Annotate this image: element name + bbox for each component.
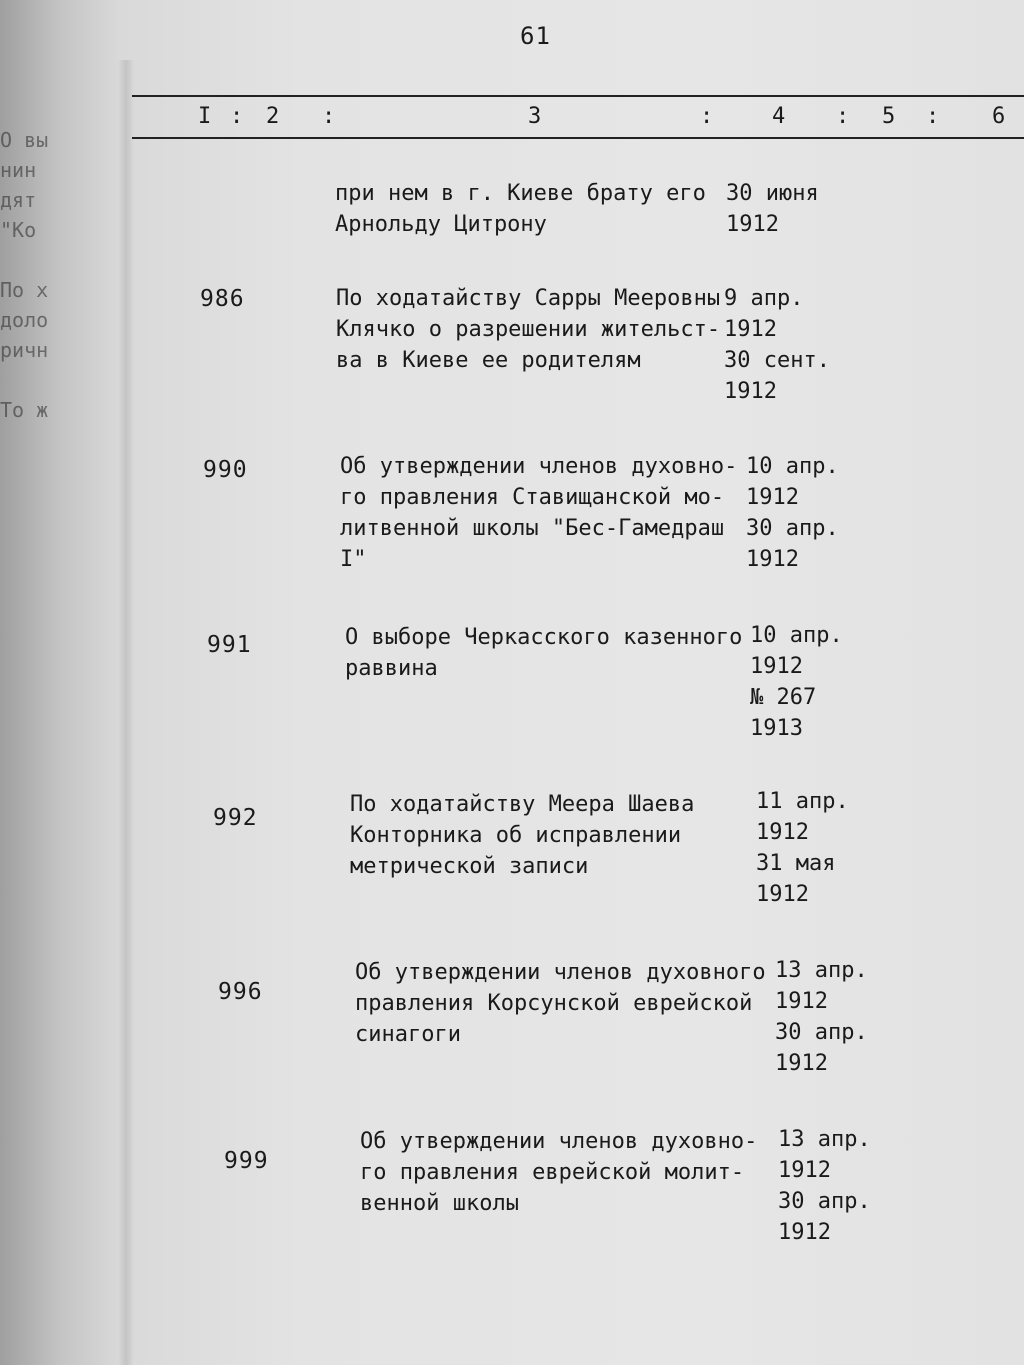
entry-number: 992	[213, 805, 258, 831]
entry-number: 999	[224, 1148, 269, 1174]
entry-dates: 10 апр. 1912 № 267 1913	[750, 623, 843, 741]
entry-dates: 13 апр. 1912 30 апр. 1912	[778, 1127, 871, 1245]
column-separator-5: :	[926, 104, 940, 129]
entry-number: 991	[207, 632, 252, 658]
entry-dates: 13 апр. 1912 30 апр. 1912	[775, 958, 868, 1076]
header-rule-top	[132, 95, 1024, 97]
binding-fold	[118, 60, 134, 1365]
column-header-1: I	[198, 104, 212, 129]
column-separator-2: :	[322, 104, 336, 129]
entry-description: По ходатайству Сарры Мееровны Клячко о разрешении жительст- ва в Киеве ее родителям	[336, 286, 721, 373]
entry-description: Об утверждении членов духовно- го правления еврейской молит- венной школы	[360, 1129, 758, 1216]
column-header-4: 4	[772, 104, 786, 129]
page-number: 61	[520, 22, 551, 50]
entry-number: 990	[203, 457, 248, 483]
entry-description: О выборе Черкасского казенного раввина	[345, 625, 743, 681]
entry-description: По ходатайству Меера Шаева Конторника об исправлении метрической записи	[350, 792, 695, 879]
column-separator-1: :	[230, 104, 244, 129]
header-rule-bottom	[132, 137, 1024, 139]
entry-dates: 9 апр. 1912 30 сент. 1912	[724, 286, 830, 404]
entry-number: 986	[200, 286, 245, 312]
entry-description: при нем в г. Киеве брату его Арнольду Цитрону	[335, 181, 706, 237]
column-separator-3: :	[700, 104, 714, 129]
entry-dates: 10 апр. 1912 30 апр. 1912	[746, 454, 839, 572]
entry-dates: 30 июня 1912	[726, 181, 819, 237]
column-header-6: 6	[992, 104, 1006, 129]
column-header-3: 3	[528, 104, 542, 129]
entry-description: Об утверждении членов духовного правления Корсунской еврейской синагоги	[355, 960, 766, 1047]
entry-dates: 11 апр. 1912 31 мая 1912	[756, 789, 849, 907]
facing-page-edge: О вы нин дят "Ко По х доло ричн То ж	[0, 128, 49, 422]
entry-description: Об утверждении членов духовно- го правления Ставищанской мо- литвенной школы "Бес-Гамедраш I"	[340, 454, 738, 572]
column-header-2: 2	[266, 104, 280, 129]
column-header-5: 5	[882, 104, 896, 129]
entry-number: 996	[218, 979, 263, 1005]
column-separator-4: :	[836, 104, 850, 129]
